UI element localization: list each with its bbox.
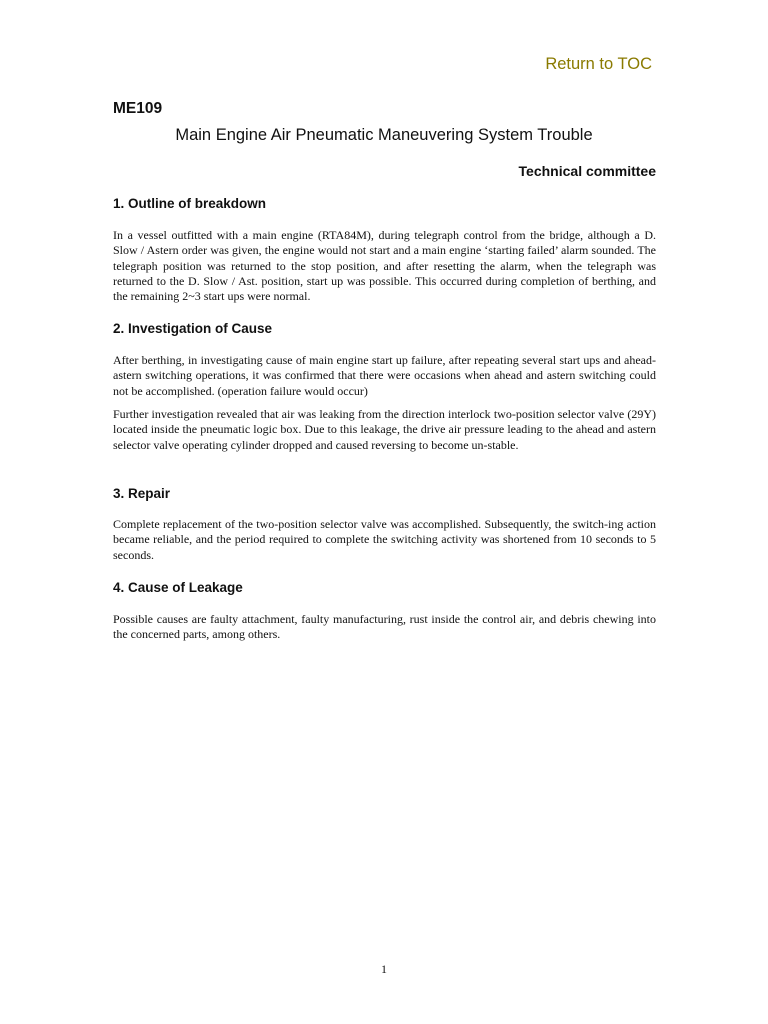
section-heading-repair: 3. Repair — [113, 486, 171, 501]
document-code: ME109 — [113, 100, 163, 117]
section-paragraph-investigation-2: Further investigation revealed that air was leaking from the direction interlock two-position selector valve (29Y) located inside the pneumatic logic box. Due to this leakage, the drive air pressure leading to the ahead and astern selector valve operating cylinder dropped and caused reversing to become un-stable. — [113, 407, 656, 452]
section-heading-leakage: 4. Cause of Leakage — [113, 580, 243, 595]
page-title: Main Engine Air Pneumatic Maneuvering System Trouble — [175, 126, 593, 144]
section-paragraph-outline: In a vessel outfitted with a main engine (RTA84M), during telegraph control from the bridge, although a D. Slow / Astern order was given, the engine would not start and a main engine ‘starting failed’ alarm sounded. The telegraph position was returned to the stop position, and after resetting the alarm, when the telegraph was returned to the D. Slow / Ast. position, start up was possible. This occurred during completion of berthing, and the remaining 2~3 start ups were normal. — [113, 228, 656, 304]
section-heading-investigation: 2. Investigation of Cause — [113, 321, 273, 336]
document-author: Technical committee — [518, 163, 656, 179]
section-paragraph-repair: Complete replacement of the two-position selector valve was accomplished. Subsequently, the switch-ing action became reliable, and the period required to complete the switching activity was shortened from 10 seconds to 5 seconds. — [113, 517, 656, 562]
section-paragraph-leakage: Possible causes are faulty attachment, faulty manufacturing, rust inside the control air, and debris chewing into the concerned parts, among others. — [113, 612, 656, 642]
section-heading-outline: 1. Outline of breakdown — [113, 196, 267, 211]
page-number: 1 — [381, 962, 387, 976]
return-to-toc-link[interactable]: Return to TOC — [545, 55, 652, 73]
section-paragraph-investigation-1: After berthing, in investigating cause of main engine start up failure, after repeating several start ups and ahead-astern switching operations, it was confirmed that there were occasions when ahead and astern switching could not be accomplished. (operation failure would occur) — [113, 353, 656, 398]
